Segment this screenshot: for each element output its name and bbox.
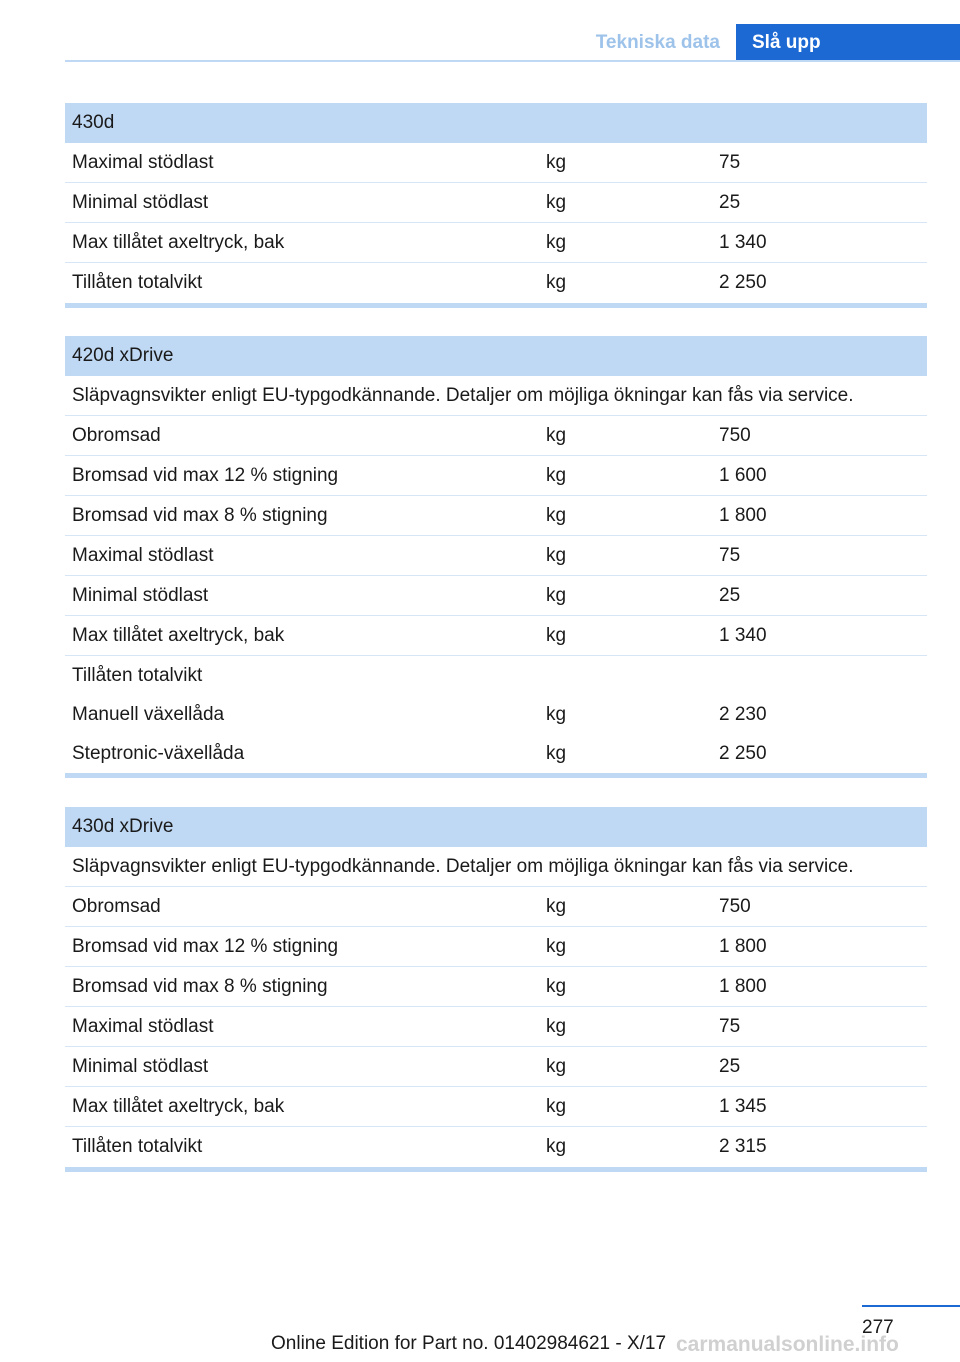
row-label: Steptronic-växellåda (72, 743, 245, 764)
row-label: Bromsad vid max 12 % stigning (72, 936, 339, 957)
row-label: Max tillåtet axeltryck, bak (72, 625, 285, 646)
watermark: carmanualsonline.info (676, 1333, 899, 1356)
table-row (65, 695, 927, 734)
page-number: 277 (862, 1317, 894, 1338)
footer-divider (862, 1305, 960, 1307)
row-value: 75 (719, 545, 741, 566)
row-label: Minimal stödlast (72, 192, 209, 213)
row-unit: kg (546, 1056, 567, 1077)
row-unit: kg (546, 425, 567, 446)
table-title: 420d xDrive (72, 345, 174, 366)
table-title: 430d xDrive (72, 816, 174, 837)
row-label: Maximal stödlast (72, 545, 214, 566)
table-row (65, 536, 927, 576)
table-row (65, 456, 927, 496)
group-label: Tillåten totalvikt (72, 665, 203, 686)
table-note-row (65, 376, 927, 416)
row-unit: kg (546, 152, 567, 173)
table-title: 430d (72, 112, 115, 133)
table-row (65, 887, 927, 927)
table-row (65, 1087, 927, 1127)
table-row (65, 734, 927, 773)
row-value: 2 315 (719, 1136, 767, 1157)
spec-table-420d-xdrive (65, 336, 927, 778)
section-tab[interactable]: Tekniska data (595, 32, 720, 53)
row-unit: kg (546, 936, 567, 957)
row-unit: kg (546, 1016, 567, 1037)
table-note-row (65, 847, 927, 887)
table-row (65, 1007, 927, 1047)
row-unit: kg (546, 545, 567, 566)
row-label: Tillåten totalvikt (72, 272, 203, 293)
row-unit: kg (546, 1096, 567, 1117)
table-row (65, 1127, 927, 1167)
row-unit: kg (546, 704, 567, 725)
table-note: Släpvagnsvikter enligt EU-typgodkännande. Detaljer om möjliga ökningar kan fås via service. (72, 385, 854, 406)
row-label: Tillåten totalvikt (72, 1136, 203, 1157)
row-value: 25 (719, 1056, 741, 1077)
row-value: 750 (719, 896, 751, 917)
table-row (65, 416, 927, 456)
row-label: Bromsad vid max 8 % stigning (72, 976, 328, 997)
row-value: 25 (719, 585, 741, 606)
table-row (65, 616, 927, 656)
row-value: 75 (719, 1016, 741, 1037)
table-row (65, 496, 927, 536)
row-label: Manuell växellåda (72, 704, 225, 725)
row-label: Max tillåtet axeltryck, bak (72, 1096, 285, 1117)
row-unit: kg (546, 585, 567, 606)
header-divider (65, 60, 960, 62)
row-value: 75 (719, 152, 741, 173)
row-label: Obromsad (72, 425, 161, 446)
row-unit: kg (546, 192, 567, 213)
row-value: 2 230 (719, 704, 767, 725)
row-label: Obromsad (72, 896, 161, 917)
row-unit: kg (546, 1136, 567, 1157)
row-value: 1 800 (719, 936, 767, 957)
row-label: Minimal stödlast (72, 585, 209, 606)
chapter-tab[interactable]: Slå upp (736, 24, 960, 62)
row-unit: kg (546, 896, 567, 917)
table-group-label-row (65, 656, 927, 695)
table-row (65, 263, 927, 303)
table-note: Släpvagnsvikter enligt EU-typgodkännande. Detaljer om möjliga ökningar kan fås via service. (72, 856, 854, 877)
row-label: Bromsad vid max 12 % stigning (72, 465, 339, 486)
row-value: 1 340 (719, 232, 767, 253)
table-row (65, 576, 927, 616)
row-value: 1 800 (719, 976, 767, 997)
row-unit: kg (546, 625, 567, 646)
row-label: Maximal stödlast (72, 1016, 214, 1037)
row-unit: kg (546, 505, 567, 526)
edition-text: Online Edition for Part no. 01402984621 - X/17 (271, 1333, 667, 1354)
table-header (65, 336, 927, 376)
table-row (65, 927, 927, 967)
row-unit: kg (546, 272, 567, 293)
row-label: Bromsad vid max 8 % stigning (72, 505, 328, 526)
row-unit: kg (546, 976, 567, 997)
page-header (65, 24, 960, 62)
row-label: Max tillåtet axeltryck, bak (72, 232, 285, 253)
row-value: 1 800 (719, 505, 767, 526)
row-unit: kg (546, 743, 567, 764)
row-value: 1 345 (719, 1096, 767, 1117)
row-unit: kg (546, 232, 567, 253)
row-value: 1 340 (719, 625, 767, 646)
table-row (65, 223, 927, 263)
table-row (65, 1047, 927, 1087)
row-value: 1 600 (719, 465, 767, 486)
row-value: 2 250 (719, 272, 767, 293)
table-row (65, 143, 927, 183)
table-header (65, 807, 927, 847)
spec-table-430d (65, 103, 927, 308)
spec-table-430d-xdrive (65, 807, 927, 1172)
row-value: 750 (719, 425, 751, 446)
table-row (65, 967, 927, 1007)
row-unit: kg (546, 465, 567, 486)
row-value: 2 250 (719, 743, 767, 764)
row-value: 25 (719, 192, 741, 213)
table-header (65, 103, 927, 143)
table-row (65, 183, 927, 223)
row-label: Minimal stödlast (72, 1056, 209, 1077)
row-label: Maximal stödlast (72, 152, 214, 173)
